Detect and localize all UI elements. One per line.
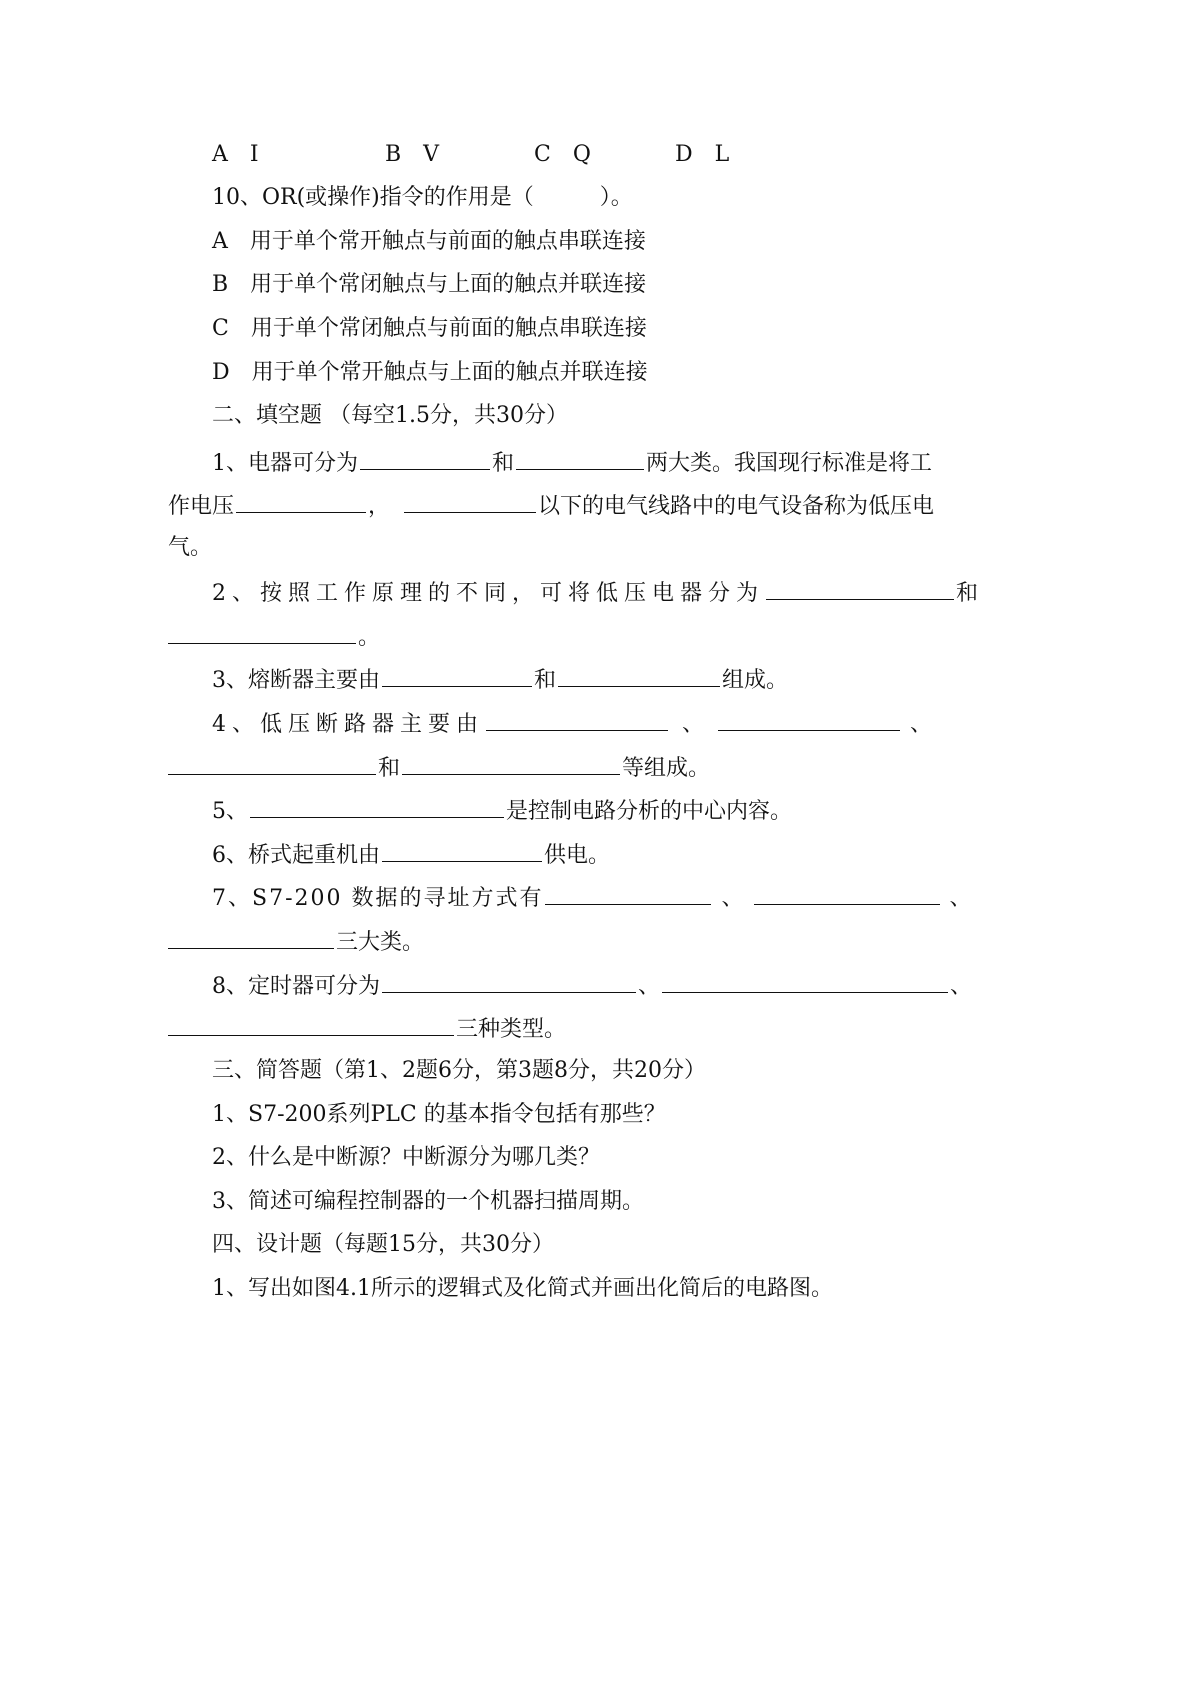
s2-q8-text1: 8、定时器可分为 <box>212 974 380 999</box>
s2-q1-blank2 <box>516 447 644 470</box>
s2-q6-blank1 <box>382 839 542 862</box>
q10-option-d: D 用于单个常开触点与上面的触点并联连接 <box>212 360 648 385</box>
s2-q1-line2 <box>168 490 934 522</box>
q9-options-row <box>212 140 729 170</box>
s2-q1-text2: 和 <box>492 451 515 476</box>
s2-q2-text2: 和 <box>956 581 979 606</box>
s2-q4-text1: 4、低压断路器主要由 <box>212 712 484 737</box>
s2-q3-blank2 <box>558 664 720 687</box>
s2-q6-text2: 供电。 <box>544 843 611 868</box>
s2-q6-line <box>212 839 610 871</box>
s2-q7-blank3 <box>168 926 334 949</box>
q9-option-b: B V <box>385 142 440 167</box>
s2-q1-blank3 <box>236 490 366 513</box>
s2-q1-text5: ， <box>368 494 391 519</box>
s2-q2-end: 。 <box>358 625 381 650</box>
s2-q3-line <box>212 664 788 696</box>
s2-q7-end: 三大类。 <box>336 930 425 955</box>
s2-q2-blank1 <box>766 577 954 600</box>
s2-q8-blank1 <box>382 970 636 993</box>
s2-q5-text2: 是控制电路分析的中心内容。 <box>506 799 793 824</box>
s2-q1-line1 <box>212 447 932 479</box>
s2-q7-blank2 <box>754 882 940 905</box>
section3-title: 三、简答题（第1、2题6分，第3题8分，共20分） <box>212 1058 706 1083</box>
s2-q8-line2 <box>168 1013 566 1045</box>
s2-q4-blank3 <box>168 752 376 775</box>
q10-option-c: C 用于单个常闭触点与前面的触点串联连接 <box>212 316 647 341</box>
s2-q6-text1: 6、桥式起重机由 <box>212 843 380 868</box>
s2-q4-blank4 <box>402 752 620 775</box>
q10-stem: 10、OR(或操作)指令的作用是（ ）。 <box>212 185 633 210</box>
s2-q5-blank1 <box>250 795 504 818</box>
s2-q1-text6: 以下的电气线路中的电气设备称为低压电 <box>538 494 935 519</box>
q9-option-d: D L <box>675 142 730 167</box>
q9-option-a: A I <box>212 142 259 167</box>
s2-q7-text1: 7、S7-200 数据的寻址方式有 <box>212 886 544 911</box>
s2-q7-sep1: 、 <box>721 886 744 911</box>
q10-option-b: B 用于单个常闭触点与上面的触点并联连接 <box>212 272 647 297</box>
s2-q1-text3: 两大类。我国现行标准是将工 <box>646 451 933 476</box>
section4-title: 四、设计题（每题15分，共30分） <box>212 1232 554 1257</box>
s2-q3-text2: 和 <box>534 668 557 693</box>
s2-q8-line1 <box>212 970 972 1002</box>
s2-q2-line1 <box>212 577 978 609</box>
s2-q4-blank2 <box>718 708 900 731</box>
s2-q5-text1: 5、 <box>212 799 248 824</box>
s2-q2-line2 <box>168 621 380 653</box>
s2-q7-blank1 <box>545 882 711 905</box>
s2-q1-blank1 <box>360 447 490 470</box>
s2-q5-line <box>212 795 792 827</box>
s2-q4-blank1 <box>486 708 668 731</box>
s2-q7-line1 <box>212 882 972 914</box>
q9-option-c: C Q <box>534 142 591 167</box>
section2-title: 二、填空题 （每空1.5分，共30分） <box>212 403 568 428</box>
s3-q1: 1、S7-200系列PLC 的基本指令包括有那些？ <box>212 1102 666 1127</box>
s2-q4-line1 <box>212 708 932 740</box>
q10-option-a: A 用于单个常开触点与前面的触点串联连接 <box>212 229 646 254</box>
s2-q1-text1: 1、电器可分为 <box>212 451 358 476</box>
s2-q8-end: 三种类型。 <box>456 1017 567 1042</box>
s2-q2-blank2 <box>168 621 356 644</box>
s2-q3-text1: 3、熔断器主要由 <box>212 668 380 693</box>
s2-q1-text4: 作电压 <box>168 494 235 519</box>
s3-q2: 2、什么是中断源？中断源分为哪几类？ <box>212 1145 600 1170</box>
s2-q4-line2 <box>168 752 710 784</box>
s2-q8-blank2 <box>662 970 948 993</box>
s2-q8-sep1: 、 <box>638 974 661 999</box>
s2-q2-text1: 2、按照工作原理的不同，可将低压电器分为 <box>212 581 764 606</box>
s2-q4-sep1: 、 <box>682 712 705 737</box>
s2-q8-sep2: 、 <box>950 974 973 999</box>
s2-q7-line2 <box>168 926 424 958</box>
s2-q3-blank1 <box>382 664 532 687</box>
s3-q3: 3、简述可编程控制器的一个机器扫描周期。 <box>212 1189 644 1214</box>
s2-q1-blank4 <box>404 490 536 513</box>
s2-q1-line3: 气。 <box>168 535 213 560</box>
s2-q4-text3: 等组成。 <box>622 756 711 781</box>
s2-q3-text3: 组成。 <box>722 668 789 693</box>
s2-q7-sep2: 、 <box>949 886 972 911</box>
s2-q4-text2: 和 <box>378 756 401 781</box>
s2-q8-blank3 <box>168 1013 454 1036</box>
s4-q1: 1、写出如图4.1所示的逻辑式及化简式并画出化简后的电路图。 <box>212 1276 833 1301</box>
s2-q4-sep2: 、 <box>910 712 933 737</box>
